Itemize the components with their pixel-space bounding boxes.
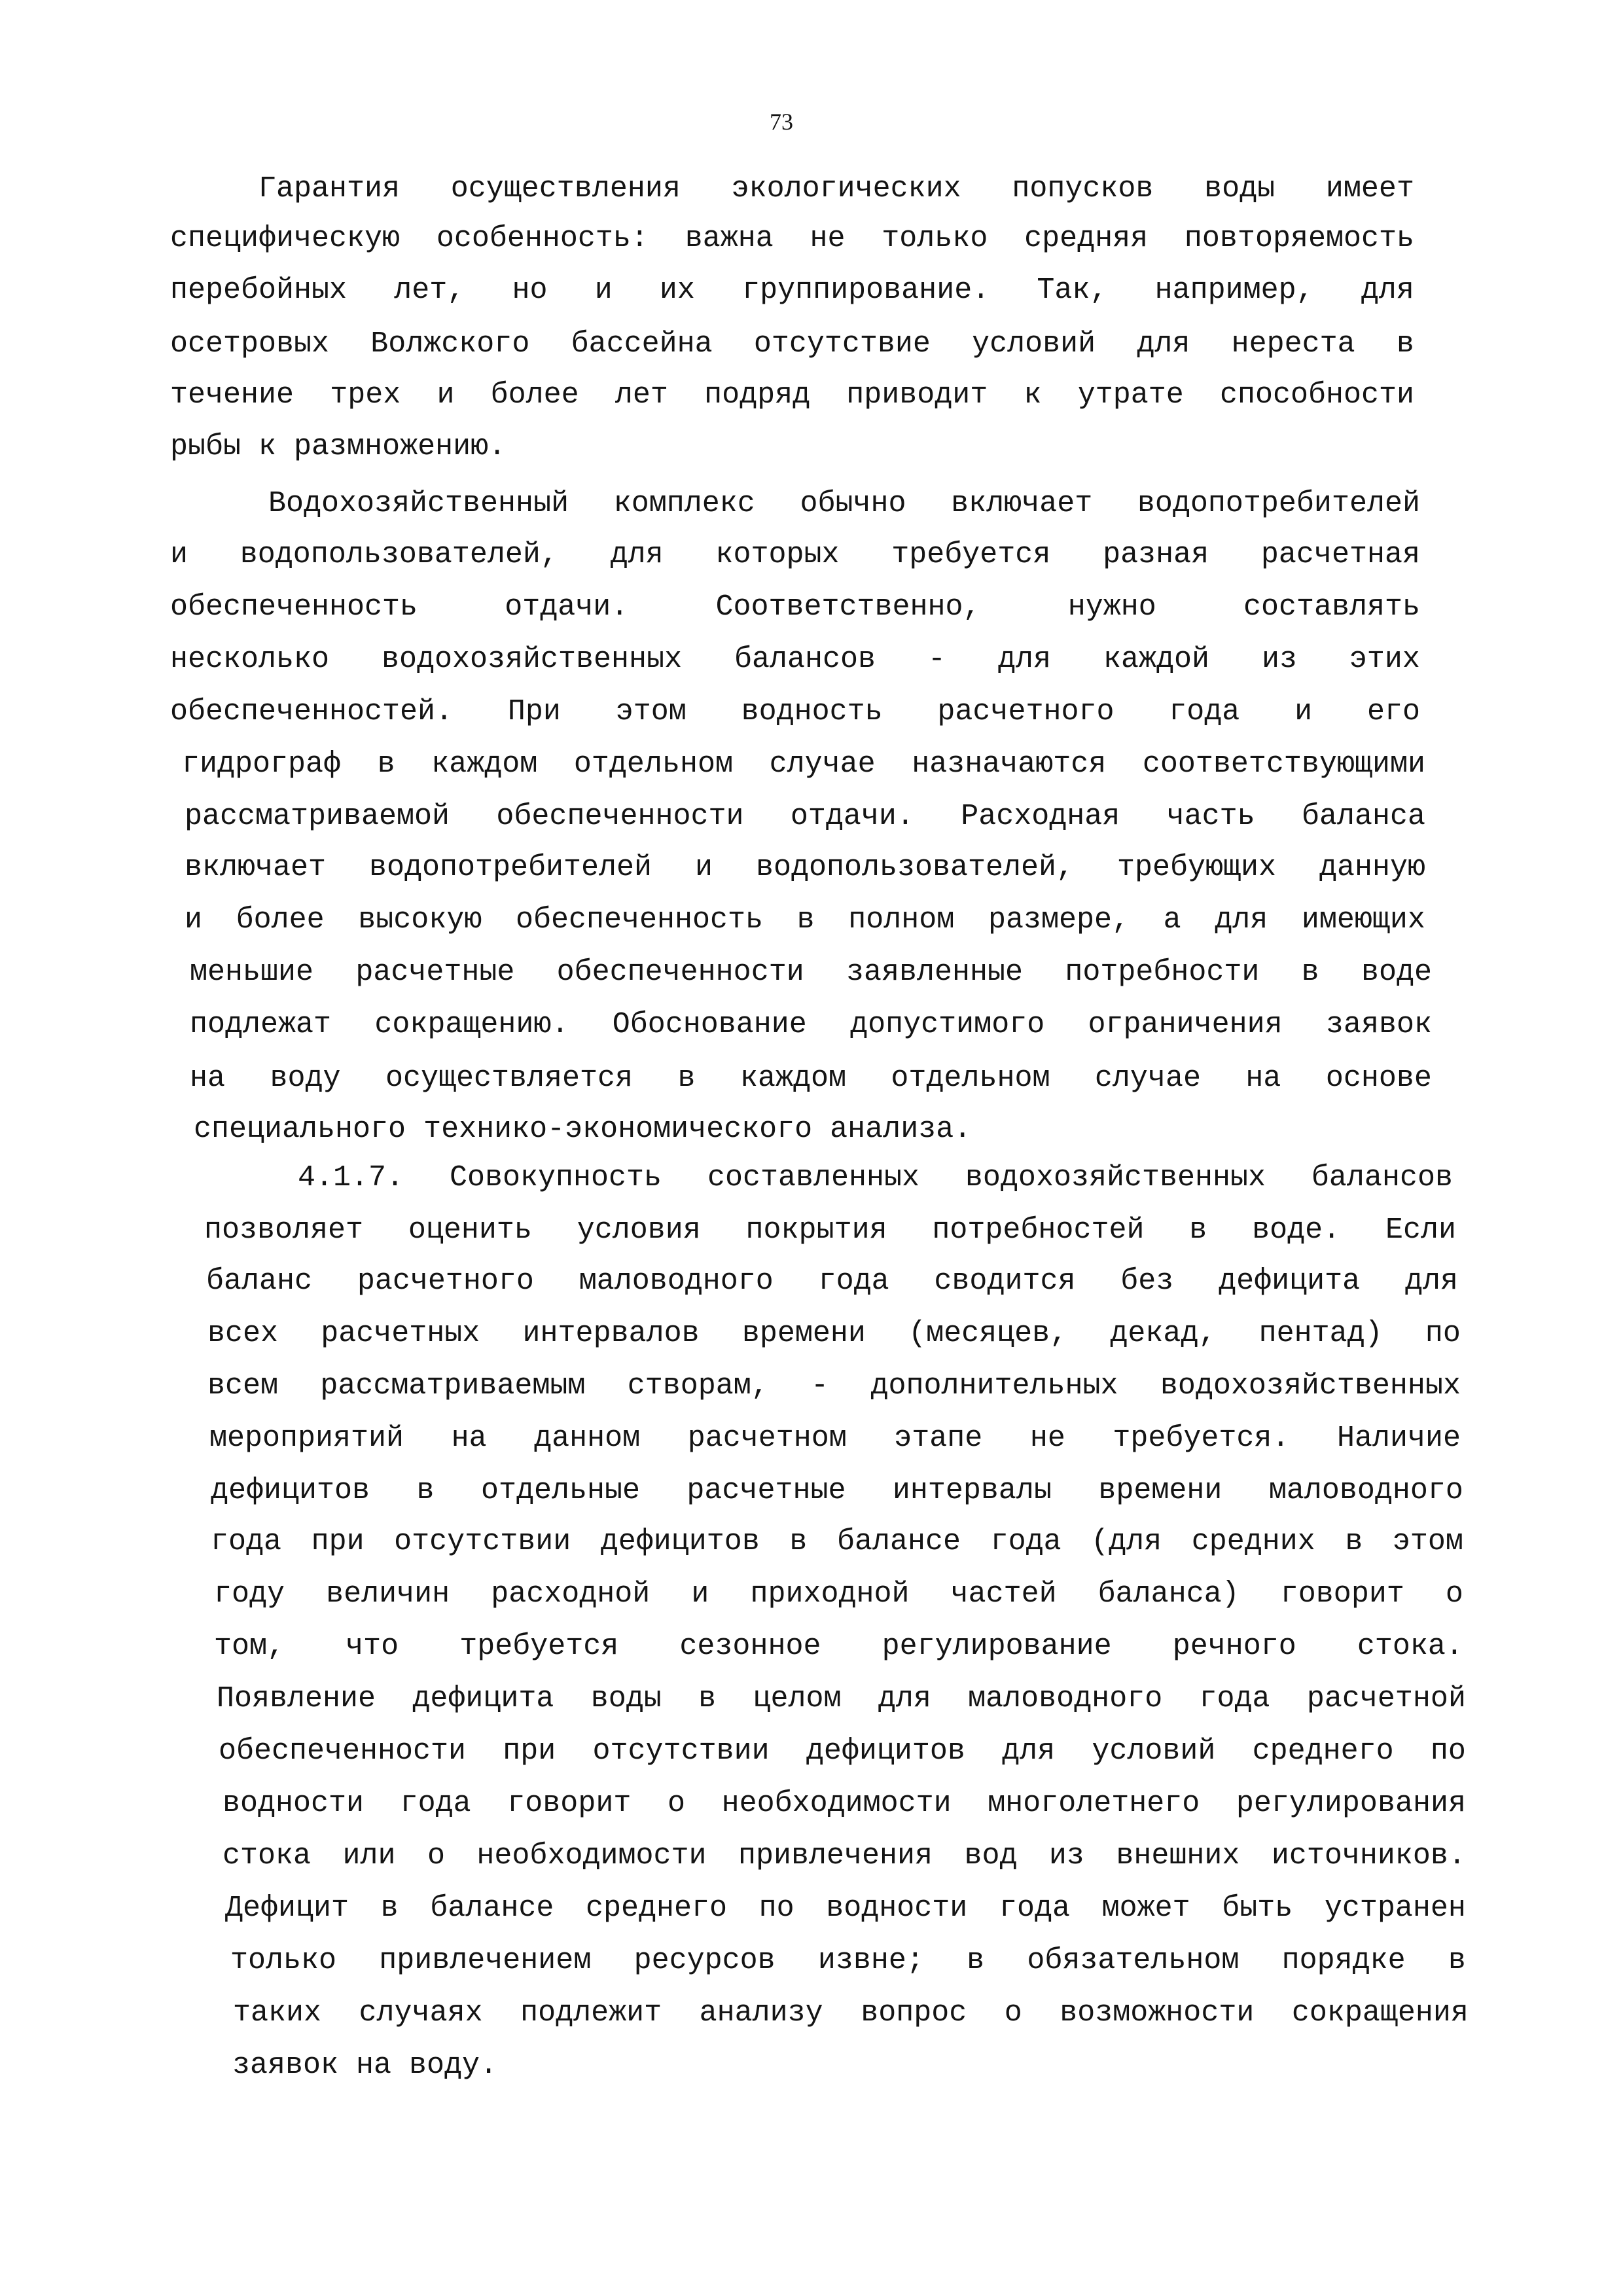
text-line: обеспеченности при отсутствии дефицитов для условий среднего по [219,1734,1466,1768]
text-line: всем рассматриваемым створам, - дополнительных водохозяйственных [207,1369,1461,1403]
text-line: гидрограф в каждом отдельном случае назначаются соответствующими [182,747,1425,781]
text-line: Водохозяйственный комплекс обычно включает водопотребителей [268,487,1420,520]
text-line: включает водопотребителей и водопользователей, требующих данную [185,851,1425,884]
text-line: Дефицит в балансе среднего по водности года может быть устранен [225,1892,1466,1925]
page-number: 73 [770,109,793,135]
text-line: несколько водохозяйственных балансов - для каждой из этих [170,643,1420,676]
text-line: обеспеченность отдачи. Соответственно, нужно составлять [170,590,1420,624]
text-line: рассматриваемой обеспеченности отдачи. Расходная часть баланса [185,800,1425,833]
text-line: водности года говорит о необходимости многолетнего регулирования [223,1787,1466,1820]
text-line: специального технико-экономического анализа. [194,1113,972,1146]
text-line: года при отсутствии дефицитов в балансе года (для средних в этом [211,1525,1463,1558]
text-line: дефицитов в отдельные расчетные интервалы времени маловодного [211,1474,1463,1507]
text-line: перебойных лет, но и их группирование. Так, например, для [170,274,1414,307]
text-line: Появление дефицита воды в целом для маловодного года расчетной [217,1682,1466,1715]
text-line: заявок на воду. [232,2049,498,2082]
text-line: и водопользователей, для которых требуется разная расчетная [170,538,1420,571]
text-line: баланс расчетного маловодного года сводится без дефицита для [206,1265,1458,1298]
text-line: обеспеченностей. При этом водность расчетного года и его [170,695,1420,728]
text-line: и более высокую обеспеченность в полном размере, а для имеющих [185,903,1425,937]
text-line: том, что требуется сезонное регулирование речного стока. [214,1630,1463,1663]
text-line: всех расчетных интервалов времени (месяцев, декад, пентад) по [207,1317,1461,1350]
text-line: меньшие расчетные обеспеченности заявленные потребности в воде [190,956,1432,989]
text-line: 4.1.7. Совокупность составленных водохозяйственных балансов [298,1161,1453,1194]
text-line: таких случаях подлежит анализу вопрос о возможности сокращения [233,1996,1469,2030]
text-line: Гарантия осуществления экологических попусков воды имеет [259,172,1414,206]
text-line: на воду осуществляется в каждом отдельном случае на основе [190,1062,1432,1095]
text-line: году величин расходной и приходной частей баланса) говорит о [214,1577,1463,1611]
text-line: специфическую особенность: важна не только средняя повторяемость [170,222,1414,255]
text-line: мероприятий на данном расчетном этапе не требуется. Наличие [209,1422,1461,1455]
text-line: осетровых Волжского бассейна отсутствие условий для нереста в [170,327,1414,361]
text-line: позволяет оценить условия покрытия потребностей в воде. Если [204,1213,1456,1247]
text-line: рыбы к размножению. [170,430,507,463]
text-line: только привлечением ресурсов извне; в обязательном порядке в [230,1944,1466,1977]
text-line: стока или о необходимости привлечения вод из внешних источников. [223,1839,1466,1873]
text-line: течение трех и более лет подряд приводит к утрате способности [170,378,1414,412]
text-line: подлежат сокращению. Обоснование допустимого ограничения заявок [190,1008,1432,1041]
